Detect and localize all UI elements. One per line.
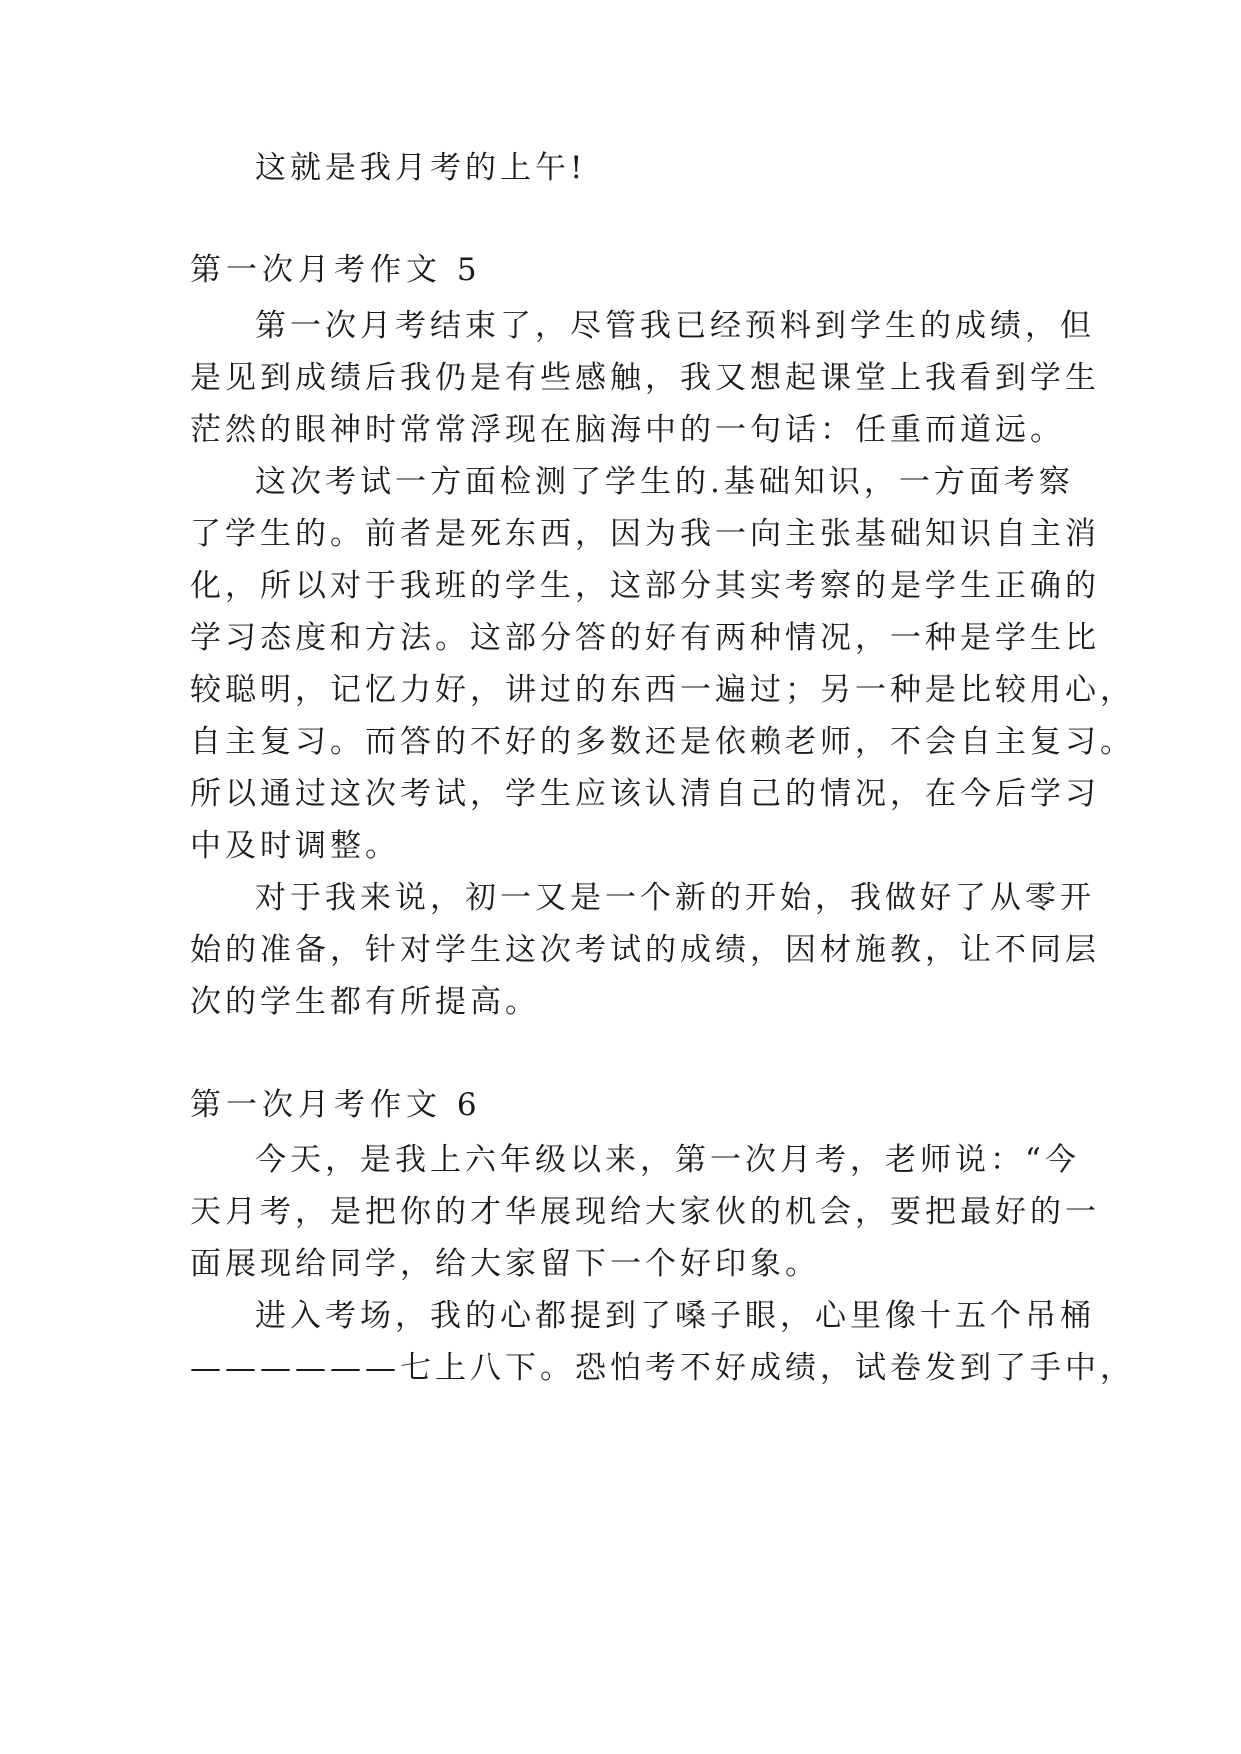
closing-line: 这就是我月考的上午! — [255, 150, 587, 186]
paragraph-line: 是见到成绩后我仍是有些感触，我又想起课堂上我看到学生 — [190, 360, 1100, 396]
paragraph-line: 进入考场，我的心都提到了嗓子眼，心里像十五个吊桶 — [255, 1298, 1095, 1334]
paragraph-line: 对于我来说，初一又是一个新的开始，我做好了从零开 — [255, 880, 1095, 916]
paragraph-line: 茫然的眼神时常常浮现在脑海中的一句话：任重而道远。 — [190, 412, 1065, 448]
paragraph-line: 了学生的。前者是死东西，因为我一向主张基础知识自主消 — [190, 516, 1100, 552]
paragraph-line: 面展现给同学，给大家留下一个好印象。 — [190, 1246, 820, 1282]
paragraph-line: 第一次月考结束了，尽管我已经预料到学生的成绩，但 — [255, 308, 1095, 344]
paragraph-line: 这次考试一方面检测了学生的.基础知识，一方面考察 — [255, 464, 1074, 500]
paragraph-line: 次的学生都有所提高。 — [190, 984, 540, 1020]
essay-6-heading: 第一次月考作文 6 — [190, 1087, 482, 1123]
paragraph-line: 始的准备，针对学生这次考试的成绩，因材施教，让不同层 — [190, 932, 1100, 968]
paragraph-line: ——————七上八下。恐怕考不好成绩，试卷发到了手中， — [190, 1350, 1135, 1386]
paragraph-line: 自主复习。而答的不好的多数还是依赖老师，不会自主复习。 — [190, 724, 1135, 760]
paragraph-line: 较聪明，记忆力好，讲过的东西一遍过；另一种是比较用心， — [190, 672, 1135, 708]
paragraph-line: 学习态度和方法。这部分答的好有两种情况，一种是学生比 — [190, 620, 1100, 656]
paragraph-line: 化，所以对于我班的学生，这部分其实考察的是学生正确的 — [190, 568, 1100, 604]
essay-5-heading: 第一次月考作文 5 — [190, 252, 482, 288]
paragraph-line: 所以通过这次考试，学生应该认清自己的情况，在今后学习 — [190, 776, 1100, 812]
paragraph-line: 今天，是我上六年级以来，第一次月考，老师说：“今 — [255, 1142, 1080, 1178]
paragraph-line: 天月考，是把你的才华展现给大家伙的机会，要把最好的一 — [190, 1194, 1100, 1230]
paragraph-line: 中及时调整。 — [190, 828, 400, 864]
